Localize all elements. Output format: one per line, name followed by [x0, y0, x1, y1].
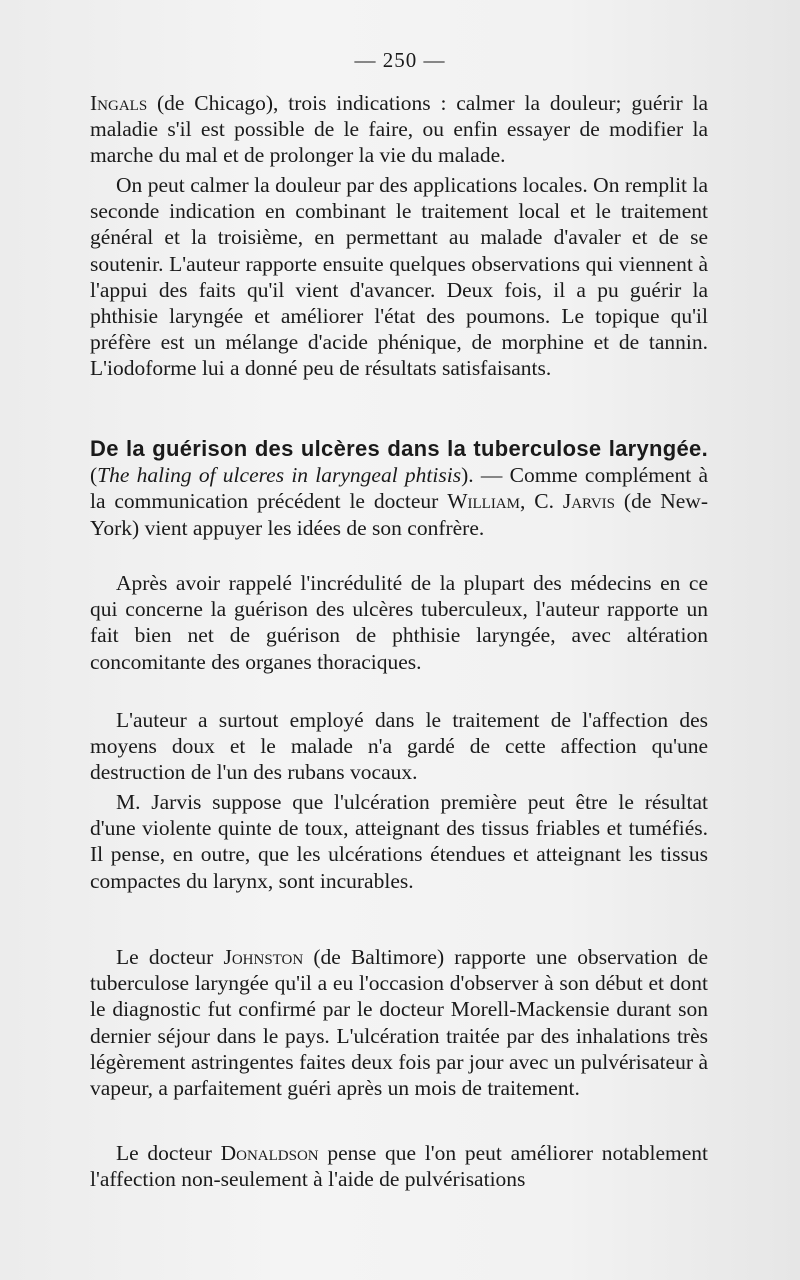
- section-heading-paragraph: De la guérison des ulcères dans la tuberculose laryngée. (The haling of ulceres in laryngeal phtisis). — Comme complément à la communication précédent le docteur William, C. Jarvis (de New-York) vient appuyer les idées de son confrère.: [90, 436, 708, 540]
- paragraph-incredulite: [90, 570, 708, 675]
- section-guerison-ulceres: [90, 436, 708, 541]
- paragraph-text: Le docteur Johnston (de Baltimore) rapporte une observation de tuberculose laryngée qu'il a eu l'occasion d'observer à son début et dont le diagnostic fut confirmé par le docteur Morell-Mackensie durant son dernier séjour dans le pays. L'ulcération traitée par des inhalations très légèrement astringentes faites deux fois par jour avec un pulvérisateur à vapeur, a parfaitement guéri après un mois de traitement.: [90, 945, 708, 1101]
- paragraph-text: On peut calmer la douleur par des applications locales. On remplit la seconde indication en combinant le traitement local et le traitement général et la troisième, en permettant au malade d'avaler et de se soutenir. L'auteur rapporte ensuite quelques observations qui viennent à l'appui des faits qu'il vient d'avancer. Deux fois, il a pu guérir la phthisie laryngée et améliorer l'état des poumons. Le topique qu'il préfère est un mélange d'acide phénique, de morphine et de tannin. L'iodoforme lui a donné peu de résultats satisfaisants.: [90, 173, 708, 381]
- paragraph-traitement-doux: [90, 707, 708, 786]
- paragraph-text: Après avoir rappelé l'incrédulité de la plupart des médecins en ce qui concerne la guérison des ulcères tuberculeux, l'auteur rapporte un fait bien net de guérison de phthisie laryngée, avec altération concomitante des organes thoraciques.: [90, 571, 708, 674]
- author-name-ingals: Ingals: [90, 91, 148, 115]
- paragraph-text: Le docteur Donaldson pense que l'on peut améliorer notablement l'affection non-seulement à l'aide de pulvérisations: [90, 1141, 708, 1192]
- paragraph-body: (de Chicago), trois indications : calmer la douleur; guérir la maladie s'il est possible de le faire, ou enfin essayer de modifier la marche du mal et de prolonger la vie du malade.: [90, 91, 708, 168]
- paragraph-text: [90, 90, 708, 169]
- author-name-jarvis: Jarvis: [562, 489, 616, 514]
- paragraph-jarvis: [90, 789, 708, 894]
- author-name-johnston: Johnston: [223, 945, 304, 969]
- paragraph-johnston: [90, 944, 708, 1101]
- author-name-william: William: [447, 489, 520, 514]
- page-number: — 250 —: [354, 48, 446, 72]
- paragraph-ingals: [90, 90, 708, 169]
- author-name-donaldson: Donaldson: [220, 1141, 319, 1165]
- paragraph-donaldson: [90, 1140, 708, 1192]
- section-heading: De la guérison des ulcères dans la tuberculose laryngée.: [90, 436, 708, 461]
- paragraph-text: L'auteur a surtout employé dans le traitement de l'affection des moyens doux et le malade n'a gardé de cette affection qu'une destruction de l'un des rubans vocaux.: [90, 708, 708, 785]
- english-title: The haling of ulceres in laryngeal phtisis: [97, 463, 462, 488]
- paragraph-treatment: [90, 172, 708, 382]
- paragraph-text: M. Jarvis suppose que l'ulcération première peut être le résultat d'une violente quinte de toux, atteignant des tissus friables et tuméfiés. Il pense, en outre, que les ulcérations étendues et atteignant les tissus compactes du larynx, sont incurables.: [90, 790, 708, 893]
